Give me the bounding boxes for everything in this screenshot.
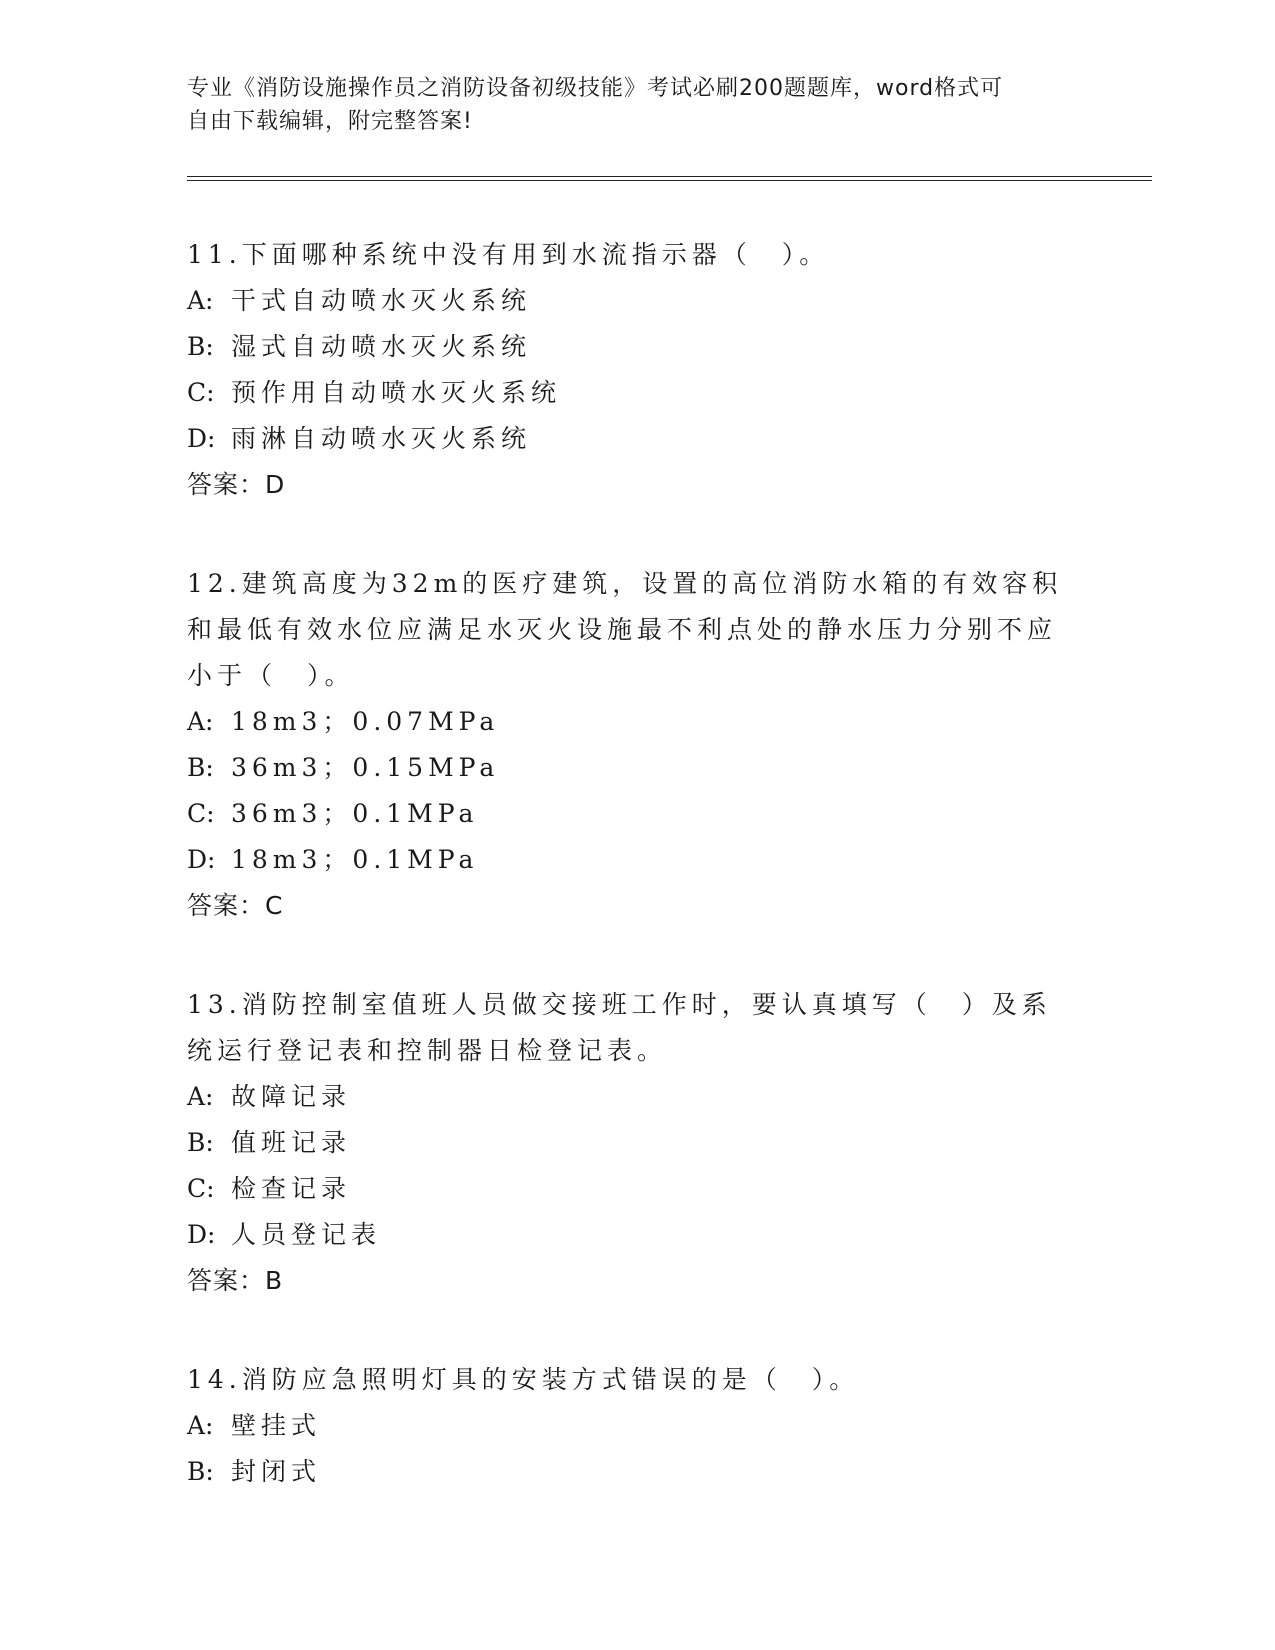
header-divider [187, 176, 1152, 181]
option-key: C: [187, 799, 215, 828]
option-key: A: [187, 1411, 214, 1440]
option-key: D: [187, 1220, 216, 1249]
question-list [187, 232, 1077, 1548]
option-text: 湿式自动喷水灭火系统 [231, 332, 532, 361]
option-d [187, 416, 1077, 462]
option-a [187, 278, 1077, 324]
question-11 [187, 232, 1077, 508]
option-a [187, 699, 1077, 745]
question-stem: 14.消防应急照明灯具的安装方式错误的是（ ）。 [187, 1365, 860, 1394]
option-text: 封闭式 [231, 1457, 322, 1486]
option-key: A: [187, 707, 214, 736]
answer-line: 答案：D [187, 470, 286, 499]
option-text: 值班记录 [231, 1128, 352, 1157]
question-13 [187, 982, 1077, 1304]
option-key: B: [187, 332, 214, 361]
option-c [187, 1166, 1077, 1212]
option-text: 预作用自动喷水灭火系统 [231, 378, 562, 407]
option-text: 故障记录 [231, 1082, 352, 1111]
option-b [187, 1449, 1077, 1495]
option-key: A: [187, 286, 214, 315]
option-a [187, 1074, 1077, 1120]
option-text: 18m3；0.1MPa [231, 845, 479, 874]
option-key: C: [187, 378, 215, 407]
option-key: D: [187, 845, 216, 874]
option-text: 干式自动喷水灭火系统 [231, 286, 532, 315]
answer-line: 答案：B [187, 1266, 284, 1295]
question-14 [187, 1357, 1077, 1495]
header-title-line-2: 自由下载编辑，附完整答案! [187, 109, 473, 134]
option-d [187, 837, 1077, 883]
option-a [187, 1403, 1077, 1449]
question-stem: 13.消防控制室值班人员做交接班工作时，要认真填写（ ）及系统运行登记表和控制器日检登记表。 [187, 990, 1052, 1065]
option-text: 人员登记表 [231, 1220, 382, 1249]
option-text: 检查记录 [231, 1174, 352, 1203]
option-text: 雨淋自动喷水灭火系统 [231, 424, 532, 453]
option-key: B: [187, 1128, 214, 1157]
document-header [187, 72, 1067, 138]
option-key: B: [187, 753, 214, 782]
option-d [187, 1212, 1077, 1258]
answer-line: 答案：C [187, 891, 284, 920]
option-b [187, 324, 1077, 370]
option-c [187, 370, 1077, 416]
option-key: A: [187, 1082, 214, 1111]
option-text: 壁挂式 [231, 1411, 322, 1440]
option-b [187, 1120, 1077, 1166]
question-stem: 11.下面哪种系统中没有用到水流指示器（ ）。 [187, 240, 830, 269]
question-12 [187, 561, 1077, 929]
option-text: 36m3；0.15MPa [231, 753, 500, 782]
question-stem: 12.建筑高度为32m的医疗建筑，设置的高位消防水箱的有效容积和最低有效水位应满足水灭火设施最不利点处的静水压力分别不应小于（ ）。 [187, 569, 1063, 690]
option-b [187, 745, 1077, 791]
option-text: 36m3；0.1MPa [231, 799, 479, 828]
option-key: C: [187, 1174, 215, 1203]
option-key: D: [187, 424, 216, 453]
option-c [187, 791, 1077, 837]
option-text: 18m3；0.07MPa [231, 707, 500, 736]
header-title-line-1: 专业《消防设施操作员之消防设备初级技能》考试必刷200题题库，word格式可 [187, 76, 1004, 101]
option-key: B: [187, 1457, 214, 1486]
